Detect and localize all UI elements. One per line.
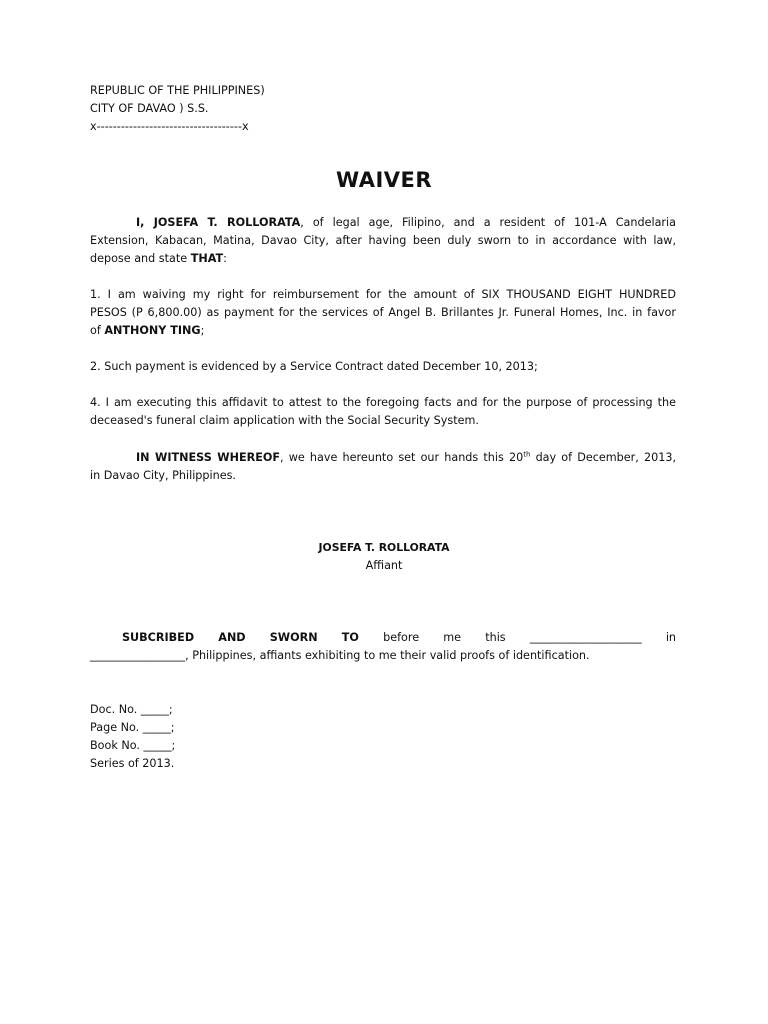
document-title: WAIVER bbox=[335, 168, 433, 192]
item-4-line-2: deceased's funeral claim application with the Social Security System. bbox=[90, 414, 479, 427]
item-1-line-3: of ANTHONY TING; bbox=[90, 324, 205, 337]
item-2-paragraph: 2. Such payment is evidenced by a Service Contract dated December 10, 2013; bbox=[90, 360, 538, 373]
venue-republic: REPUBLIC OF THE PHILIPPINES) bbox=[90, 84, 265, 97]
witness-line-1: IN WITNESS WHEREOF, we have hereunto set our hands this 20th day of December, 2013, bbox=[136, 450, 676, 464]
jurat-line-2: _________________, Philippines, affiants exhibiting to me their valid proofs of identification. bbox=[90, 649, 590, 662]
item-4-line-1: 4. I am executing this affidavit to attest to the foregoing facts and for the purpose of processing the bbox=[90, 396, 676, 409]
signature-name: JOSEFA T. ROLLORATA bbox=[318, 541, 450, 554]
signature-role: Affiant bbox=[365, 559, 403, 572]
witness-paragraph bbox=[90, 449, 676, 485]
intro-line-1: I, JOSEFA T. ROLLORATA, of legal age, Filipino, and a resident of 101-A Candelaria bbox=[136, 216, 676, 229]
jurat-date-blank: ____________________ bbox=[529, 631, 642, 644]
jurat-paragraph bbox=[90, 629, 676, 665]
item-1-line-2: PESOS (P 6,800.00) as payment for the services of Angel B. Brillantes Jr. Funeral Homes, Inc. in favor bbox=[90, 306, 676, 319]
venue-city: CITY OF DAVAO ) S.S. bbox=[90, 102, 209, 115]
item-1-line-1: 1. I am waiving my right for reimbursement for the amount of SIX THOUSAND EIGHT HUNDRED bbox=[90, 288, 676, 301]
beneficiary-name: ANTHONY TING bbox=[104, 324, 201, 337]
notarial-series: Series of 2013. bbox=[90, 757, 175, 770]
venue-separator: x------------------------------------x bbox=[90, 120, 249, 133]
intro-line-3: depose and state THAT: bbox=[90, 252, 227, 265]
item-1-paragraph bbox=[90, 286, 676, 340]
intro-paragraph bbox=[90, 214, 676, 268]
item-4-paragraph bbox=[90, 394, 676, 430]
jurat-line-1: SUBCRIBED AND SWORN TO before me this ____________________ in bbox=[122, 631, 677, 644]
witness-line-2: in Davao City, Philippines. bbox=[90, 469, 236, 482]
notarial-book-no: Book No. _____; bbox=[90, 739, 176, 752]
intro-line-2: Extension, Kabacan, Matina, Davao City, after having been duly sworn to in accordance with law, bbox=[90, 234, 676, 247]
notarial-page-no: Page No. _____; bbox=[90, 721, 175, 734]
affiant-name-inline: I, JOSEFA T. ROLLORATA bbox=[136, 216, 301, 229]
notarial-doc-no: Doc. No. _____; bbox=[90, 703, 173, 716]
